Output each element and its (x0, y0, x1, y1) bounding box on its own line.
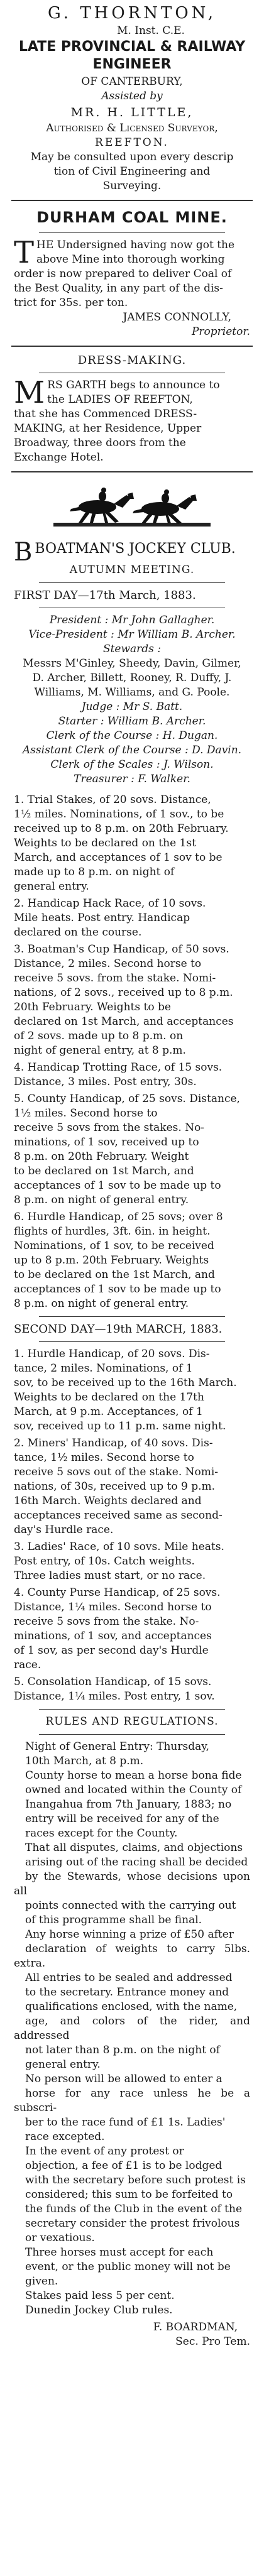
jockey-heading-text: BOATMAN'S JOCKEY CLUB. (35, 541, 236, 557)
rule-paragraph: That all disputes, claims, and objections arising out of the racing shall be decided by the Stewards, whose decisions upon all points connected with the carrying out of this programme shall be final. (14, 1842, 250, 1926)
clerk-of-scales: Clerk of the Scales : J. Wilson. (50, 758, 214, 771)
jockey-meeting: AUTUMN MEETING. (69, 564, 195, 576)
dress-line: RS GARTH begs to announce to (47, 379, 220, 391)
divider-rule (11, 471, 253, 472)
president: President : Mr John Gallagher. (49, 614, 215, 626)
dress-line: Broadway, three doors from the (14, 437, 186, 449)
coal-body (14, 235, 250, 310)
first-day-heading: FIRST DAY—17th March, 1883. (14, 589, 196, 602)
race-entry: 2. Miners' Handicap, of 40 sovs. Dis- tance, 1½ miles. Second horse to receive 5 sovs out of the stake. Nomi- nations, of 30s, received up to 9 p.m. 16th March. Weights declared and acceptances received same as second- day's Hurdle race. (14, 1437, 223, 1536)
dress-line: MAKING, at her Residence, Upper (14, 422, 202, 435)
jockey-heading: BBOATMAN'S JOCKEY CLUB. (14, 538, 236, 567)
thornton-town: REEFTON. (95, 136, 169, 149)
coal-mine-advertisement (0, 207, 264, 339)
thornton-place: OF CANTERBURY, (81, 75, 183, 88)
judge: Judge : Mr S. Batt. (81, 701, 183, 713)
jockey-signer: F. BOARDMAN, (153, 2321, 238, 2333)
jockey-signer-role: Sec. Pro Tem. (175, 2335, 250, 2348)
divider-rule (39, 582, 225, 583)
coal-line: the Best Quality, in any part of the dis- (14, 282, 223, 295)
rule-paragraph: No person will be allowed to enter a horse for any race unless he be a subscri- ber to the race fund of £1 1s. Ladies' race excepted. (14, 2073, 250, 2143)
thornton-line3: Surveying. (102, 180, 162, 192)
coal-line: HE Undersigned having now got the (36, 239, 235, 251)
clerk-of-course: Clerk of the Course : H. Dugan. (46, 729, 218, 742)
race-entry: 5. County Handicap, of 25 sovs. Distance, 1½ miles. Second horse to receive 5 sovs from the stakes. No- minations, of 1 sov, received up to 8 p.m. on 20th February. Weight to be declared on 1st March, and acceptances of 1 sov to be made up to 8 p.m. on night of general entry. (14, 1093, 240, 1206)
thornton-assistant-role: Authorised & Licensed Surveyor, (46, 122, 218, 134)
rule-paragraph: Night of General Entry: Thursday, 10th March, at 8 p.m. (25, 1740, 209, 1767)
thornton-title-line2: ENGINEER (92, 57, 172, 72)
dress-line: Exchange Hotel. (14, 451, 104, 464)
divider-rule (39, 1316, 225, 1317)
rule-paragraph: Three horses must accept for each event, or the public money will not be given. (25, 2246, 231, 2288)
stewards-line: Williams, M. Williams, and G. Poole. (34, 686, 230, 699)
divider-rule (39, 1341, 225, 1342)
rules-heading: RULES AND REGULATIONS. (45, 1715, 219, 1728)
thornton-assistant: MR. H. LITTLE, (70, 106, 194, 119)
race-entry: 6. Hurdle Handicap, of 25 sovs; over 8 flights of hurdles, 3ft. 6in. in height. Nominations, of 1 sov, to be received up to 8 p.m. 20th February. Weights to be declared on the 1st March, and acceptances of 1 sov to be made up to 8 p.m. on night of general entry. (14, 1211, 223, 1310)
coal-signer: JAMES CONNOLLY, (123, 311, 231, 324)
race-entry: 1. Hurdle Handicap, of 20 sovs. Dis- tance, 2 miles. Nominations, of 1 sov, to be received up to the 16th March. Weights to be declared on the 17th March, at 9 p.m. Acceptances, of 1 sov, received up to 11 p.m. same night. (14, 1348, 237, 1433)
second-day-heading: SECOND DAY—19th MARCH, 1883. (14, 1323, 223, 1336)
coal-heading: DURHAM COAL MINE. (36, 209, 228, 226)
dress-heading: DRESS-MAKING. (77, 354, 187, 367)
thornton-advertisement (0, 0, 264, 194)
stewards-label: Stewards : (102, 643, 162, 655)
race-entry: 3. Ladies' Race, of 10 sovs. Mile heats. Post entry, of 10s. Catch weights. Three ladies must start, or no race. (14, 1541, 224, 1582)
rule-paragraph: County horse to mean a horse bona fide owned and located within the County of Inangahua from 7th January, 1883; no entry will be received for any of the races except for the County. (25, 1769, 242, 1840)
coal-signer-role: Proprietor. (191, 325, 250, 338)
dressmaking-advertisement (0, 353, 264, 465)
race-entry: 5. Consolation Handicap, of 15 sovs. Distance, 1¼ miles. Post entry, 1 sov. (14, 1676, 215, 1703)
starter: Starter : William B. Archer. (58, 715, 206, 728)
stewards-line: D. Archer, Billett, Rooney, R. Duffy, J. (32, 672, 232, 684)
rule-paragraph: Any horse winning a prize of £50 after declaration of weights to carry 5lbs. extra. (14, 1928, 250, 1970)
thornton-assisted: Assisted by (101, 90, 163, 102)
rule-paragraph: In the event of any protest or objection, a fee of £1 is to be lodged with the secretary before such protest is considered; this sum to be forfeited to the funds of the Club in the event of the secretary consider the protest frivolous or vexatious. (25, 2145, 246, 2244)
race-entry: 2. Handicap Hack Race, of 10 sovs. Mile heats. Post entry. Handicap declared on the course. (14, 897, 206, 939)
day2-races (14, 1347, 250, 1704)
thornton-line1: May be consulted upon every descrip (30, 151, 234, 163)
stewards-line: Messrs M'Ginley, Sheedy, Davin, Gilmer, (23, 657, 241, 670)
divider-rule (11, 346, 253, 347)
rule-paragraph: All entries to be sealed and addressed to the secretary. Entrance money and qualifications enclosed, with the name, age, and colors of the rider, and addressed not later than 8 p.m. on the night of general entry. (14, 1972, 250, 2071)
thornton-title-line1: LATE PROVINCIAL & RAILWAY (18, 39, 246, 55)
coal-line: order is now prepared to deliver Coal of (14, 268, 232, 280)
race-entry: 1. Trial Stakes, of 20 sovs. Distance, 1½ miles. Nominations, of 1 sov., to be received up to 8 p.m. on 20th February. Weights to be declared on the 1st March, and acceptances of 1 sov to be made up to 8 p.m. on night of general entry. (14, 794, 229, 893)
divider-rule (39, 1709, 225, 1710)
dress-body (14, 375, 250, 465)
racehorses-illustration (53, 479, 211, 535)
thornton-name: G. THORNTON, (47, 4, 217, 23)
divider-rule (11, 200, 253, 201)
race-entry: 3. Boatman's Cup Handicap, of 50 sovs. Distance, 2 miles. Second horse to receive 5 sovs. from the stake. Nomi- nations, of 2 sovs., received up to 8 p.m. 20th February. Weights to be declared on 1st March, and acceptances of 2 sovs. made up to 8 p.m. on night of general entry, at 8 p.m. (14, 943, 234, 1057)
day1-races (14, 793, 250, 1311)
dress-line: the LADIES OF REEFTON, (47, 393, 193, 406)
divider-rule (39, 1734, 225, 1735)
jockey-club-advertisement (0, 479, 264, 2349)
rules-list (14, 1740, 250, 2318)
dress-line: that she has Commenced DRESS- (14, 408, 197, 420)
vice-president: Vice-President : Mr William B. Archer. (28, 628, 236, 641)
rule-paragraph: Stakes paid less 5 per cent. Dunedin Jockey Club rules. (25, 2289, 175, 2317)
treasurer: Treasurer : F. Walker. (74, 773, 190, 785)
divider-rule (39, 232, 225, 233)
dress-dropcap: M (14, 375, 45, 410)
coal-dropcap: T (14, 235, 35, 270)
race-entry: 4. Handicap Trotting Race, of 15 sovs. Distance, 3 miles. Post entry, 30s. (14, 1061, 223, 1088)
coal-line: trict for 35s. per ton. (14, 297, 128, 309)
thornton-line2: tion of Civil Engineering and (53, 165, 211, 178)
thornton-credential: M. Inst. C.E. (117, 25, 185, 37)
race-entry: 4. County Purse Handicap, of 25 sovs. Distance, 1¼ miles. Second horse to receive 5 sovs from the stake. No- minations, of 1 sov, and acceptances of 1 sov, as per second day's Hurdle race. (14, 1586, 221, 1671)
assistant-clerk: Assistant Clerk of the Course : D. Davin. (22, 744, 242, 756)
coal-line: above Mine into thorough working (36, 253, 225, 266)
